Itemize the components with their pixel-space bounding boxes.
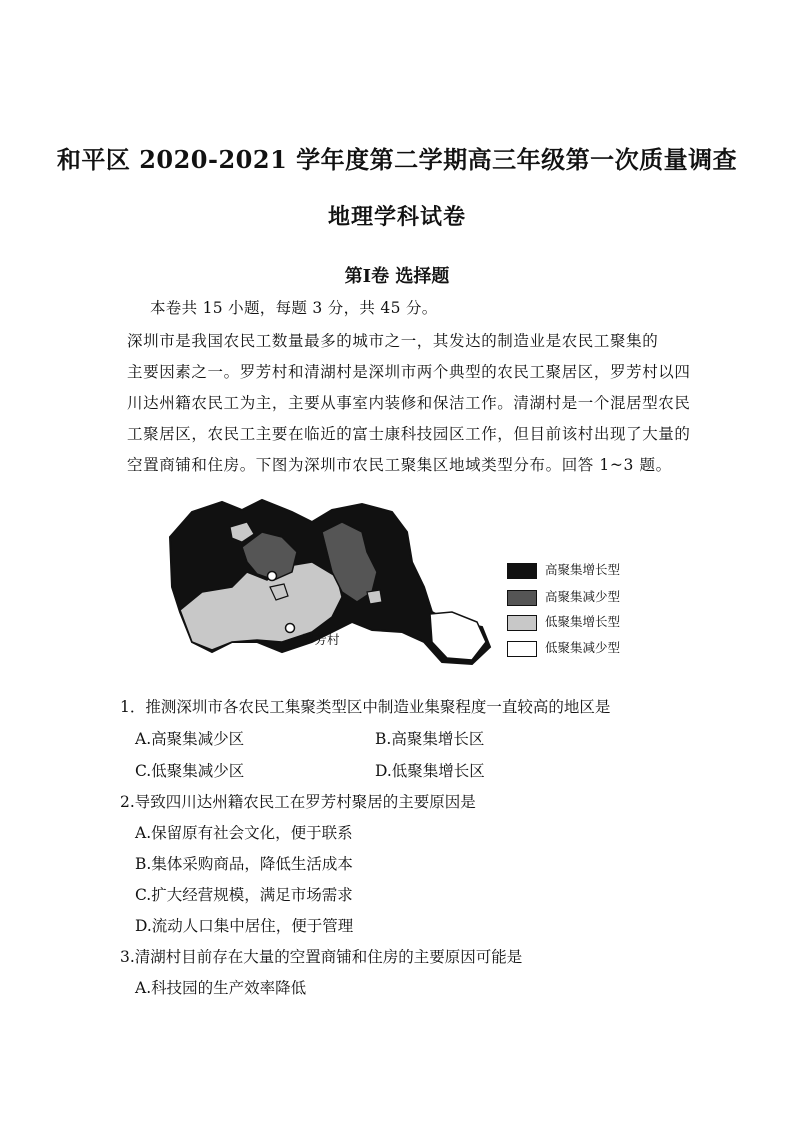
legend-swatch <box>507 563 537 579</box>
legend-swatch <box>507 641 537 657</box>
q2-option-d: D.流动人口集中居住，便于管理 <box>135 917 354 935</box>
passage-line: 空置商铺和住房。下图为深圳市农民工聚集区地域类型分布。回答 1~3 题。 <box>127 456 672 474</box>
passage-line: 主要因素之一。罗芳村和清湖村是深圳市两个典型的农民工聚居区，罗芳村以四 <box>127 363 691 381</box>
q1-option-d: D.低聚集增长区 <box>375 762 485 780</box>
q1-option-a: A.高聚集减少区 <box>135 730 245 748</box>
subject-title: 地理学科试卷 <box>327 204 466 230</box>
legend-label: 高聚集增长型 <box>545 562 621 577</box>
legend-label: 高聚集减少型 <box>545 589 621 604</box>
q3-option-a: A.科技园的生产效率降低 <box>135 979 307 997</box>
question-1-stem: 1．推测深圳市各农民工集聚类型区中制造业集聚程度一直较高的地区是 <box>120 698 611 716</box>
question-2-stem: 2.导致四川达州籍农民工在罗芳村聚居的主要原因是 <box>120 793 476 811</box>
q1-option-c: C.低聚集减少区 <box>135 762 245 780</box>
legend-swatch <box>507 590 537 606</box>
instructions: 本卷共 15 小题，每题 3 分，共 45 分。 <box>150 299 438 317</box>
legend-item <box>507 587 620 606</box>
section-title: 第Ⅰ卷 选择题 <box>344 266 450 287</box>
legend-item <box>507 612 620 631</box>
q1-option-b: B.高聚集增长区 <box>375 730 485 748</box>
q2-option-c: C.扩大经营规模，满足市场需求 <box>135 886 353 904</box>
luofang-village-label: 罗芳村 <box>302 632 340 647</box>
exam-title: 和平区 2020-2021 学年度第二学期高三年级第一次质量调查 <box>56 145 738 174</box>
legend-item <box>507 560 620 579</box>
legend-swatch <box>507 615 537 631</box>
passage-line: 工聚居区，农民工主要在临近的富士康科技园区工作，但目前该村出现了大量的 <box>127 425 691 443</box>
q2-option-b: B.集体采购商品，降低生活成本 <box>135 855 353 873</box>
question-3-stem: 3.清湖村目前存在大量的空置商铺和住房的主要原因可能是 <box>120 948 523 966</box>
passage-line: 川达州籍农民工为主，主要从事室内装修和保洁工作。清湖村是一个混居型农民 <box>127 394 691 412</box>
q2-option-a: A.保留原有社会文化，便于联系 <box>135 824 353 842</box>
legend-label: 低聚集减少型 <box>545 640 621 655</box>
legend-item <box>507 638 620 657</box>
shenzhen-map-figure <box>162 492 632 672</box>
legend-label: 低聚集增长型 <box>545 614 621 629</box>
passage-line: 深圳市是我国农民工数量最多的城市之一，其发达的制造业是农民工聚集的 <box>127 332 659 350</box>
